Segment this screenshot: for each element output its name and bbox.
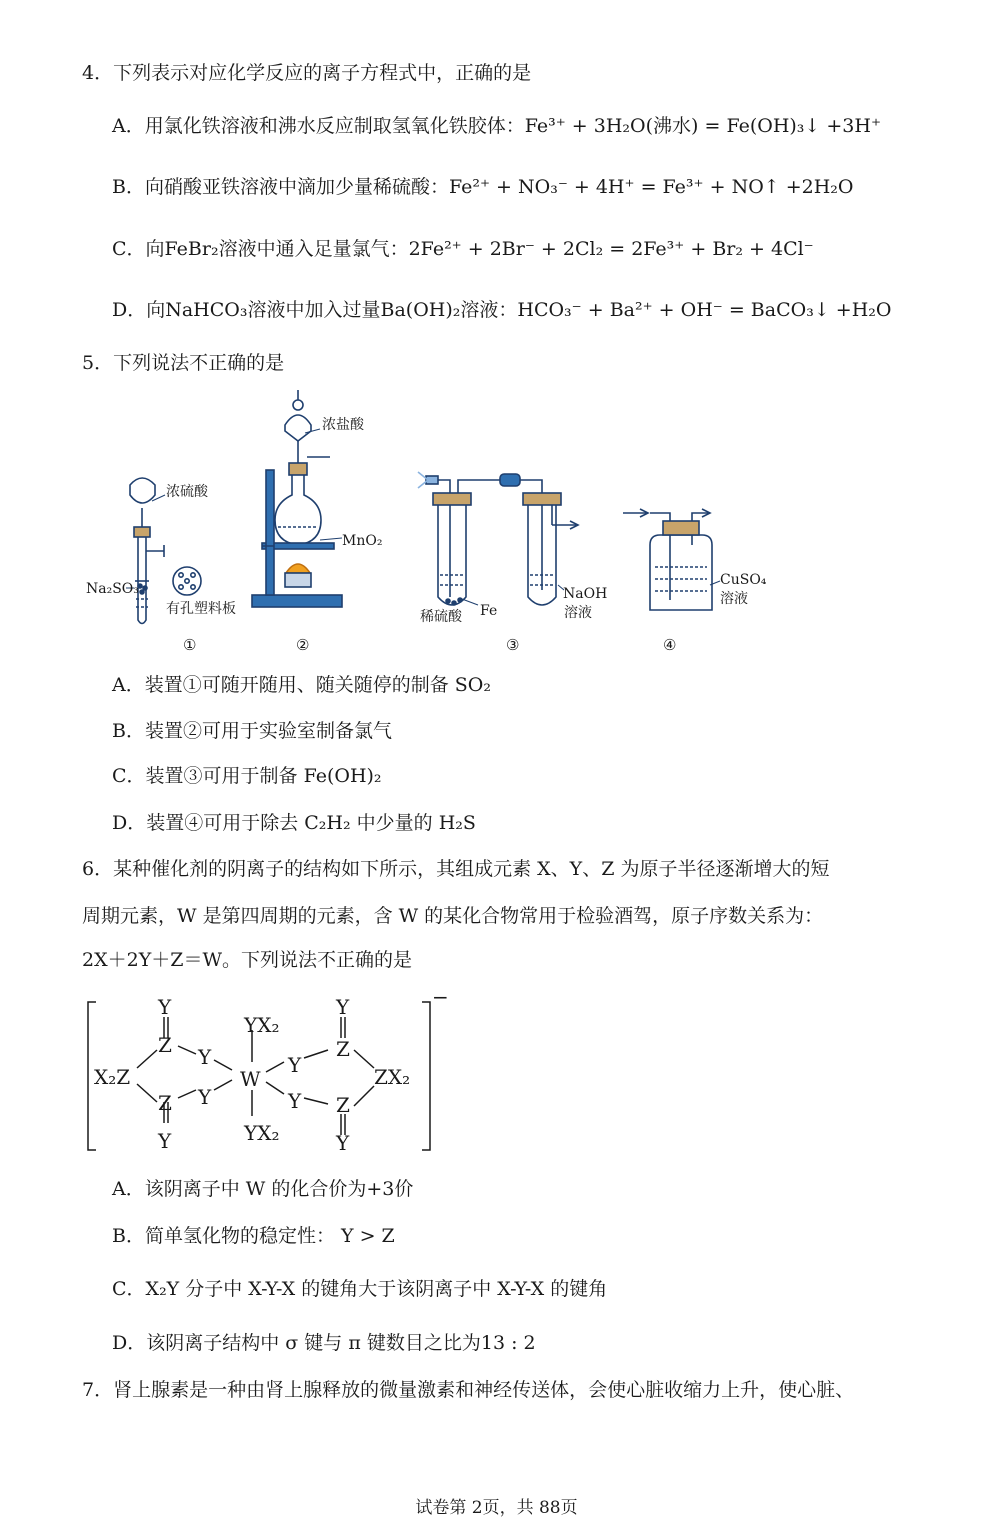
- atom-y-left-upper: Y: [198, 1045, 212, 1069]
- atom-y-top-right: Y: [336, 995, 350, 1019]
- question-7-stem: 7．肾上腺素是一种由肾上腺释放的微量激素和神经传送体，会使心脏收缩力上升，使心脏、: [82, 1379, 855, 1401]
- q4-option-b: [112, 174, 854, 200]
- label-dil-h2so4: 稀硫酸: [420, 609, 462, 625]
- q4-option-a-text: A．用氯化铁溶液和沸水反应制取氢氧化铁胶体：: [112, 115, 525, 137]
- atom-y-right-upper: Y: [288, 1053, 302, 1077]
- question-6-stem-line-2: 周期元素，W 是第四周期的元素，含 W 的某化合物常用于检验酒驾，原子序数关系为：: [82, 905, 824, 927]
- q5-option-c: C．装置③可用于制备 Fe(OH)₂: [112, 765, 382, 787]
- label-apparatus-4: ④: [663, 636, 677, 654]
- atom-y-bottom-right: Y: [336, 1131, 350, 1155]
- label-naoh: NaOH: [563, 586, 608, 602]
- q6-option-d: D．该阴离子结构中 σ 键与 π 键数目之比为13 : 2: [112, 1332, 536, 1354]
- label-fe: Fe: [480, 603, 498, 619]
- q4-option-b-text: B．向硝酸亚铁溶液中滴加少量稀硫酸：: [112, 176, 449, 198]
- q4-option-b-equation: Fe²⁺ + NO₃⁻ + 4H⁺ = Fe³⁺ + NO↑ +2H₂O: [448, 176, 854, 198]
- atom-y-right-lower: Y: [288, 1089, 302, 1113]
- q5-option-a: A．装置①可随开随用、随关随停的制备 SO₂: [112, 674, 491, 696]
- q4-option-c: [112, 236, 814, 262]
- atom-z-top-right: Z: [336, 1037, 350, 1061]
- q5-option-d: D．装置④可用于除去 C₂H₂ 中少量的 H₂S: [112, 812, 476, 834]
- label-apparatus-1: ①: [183, 636, 197, 654]
- q4-option-a-equation: Fe³⁺ + 3H₂O(沸水) = Fe(OH)₃↓ +3H⁺: [524, 115, 881, 137]
- atom-x2z: X₂Z: [94, 1065, 131, 1089]
- question-6-stem-line-3: 2X＋2Y＋Z＝W。下列说法不正确的是: [82, 949, 412, 971]
- label-apparatus-3: ③: [506, 636, 520, 654]
- atom-zx2: ZX₂: [374, 1065, 411, 1089]
- atom-w: W: [240, 1067, 261, 1091]
- label-conc-hcl: 浓盐酸: [322, 417, 364, 433]
- label-naoh-solution: 溶液: [564, 605, 592, 621]
- question-4-stem: 4．下列表示对应化学反应的离子方程式中，正确的是: [82, 62, 532, 84]
- q6-option-c: C．X₂Y 分子中 X-Y-X 的键角大于该阴离子中 X-Y-X 的键角: [112, 1278, 608, 1300]
- label-na2so3: Na₂SO₃: [86, 581, 139, 597]
- atom-y-top-left: Y: [158, 995, 172, 1019]
- apparatus-figure: [80, 385, 800, 660]
- question-5-stem: 5．下列说法不正确的是: [82, 352, 285, 374]
- label-apparatus-2: ②: [296, 636, 310, 654]
- atom-z-bottom-left: Z: [158, 1091, 172, 1115]
- q6-option-a: A．该阴离子中 W 的化合价为+3价: [112, 1178, 414, 1200]
- label-cuso4: CuSO₄: [720, 572, 767, 588]
- question-6-stem-line-1: 6．某种催化剂的阴离子的结构如下所示，其组成元素 X、Y、Z 为原子半径逐渐增大的短: [82, 858, 830, 880]
- label-mno2: MnO₂: [342, 533, 383, 549]
- atom-yx2-top: YX₂: [244, 1013, 280, 1037]
- label-plate: 有孔塑料板: [166, 601, 236, 617]
- anion-structure: [82, 990, 462, 1160]
- q4-option-c-equation: 2Fe²⁺ + 2Br⁻ + 2Cl₂ = 2Fe³⁺ + Br₂ + 4Cl⁻: [408, 238, 814, 260]
- q4-option-d-text: D．向NaHCO₃溶液中加入过量Ba(OH)₂溶液：: [112, 299, 518, 321]
- atom-y-bottom-left: Y: [158, 1129, 172, 1153]
- q4-option-d-equation: HCO₃⁻ + Ba²⁺ + OH⁻ = BaCO₃↓ +H₂O: [517, 299, 892, 321]
- atom-z-top-left: Z: [158, 1033, 172, 1057]
- atom-z-bottom-right: Z: [336, 1093, 350, 1117]
- q5-option-b: B．装置②可用于实验室制备氯气: [112, 720, 392, 742]
- atom-y-left-lower: Y: [198, 1085, 212, 1109]
- page-footer: 试卷第 2页，共 88页: [415, 1498, 578, 1518]
- q6-option-b: B．简单氢化物的稳定性： Y > Z: [112, 1225, 395, 1247]
- anion-charge: −: [432, 990, 449, 1009]
- label-cuso4-solution: 溶液: [720, 591, 748, 607]
- q4-option-d: [112, 297, 891, 323]
- q4-option-a: [112, 113, 881, 139]
- q4-option-c-text: C．向FeBr₂溶液中通入足量氯气：: [112, 238, 409, 260]
- label-conc-h2so4: 浓硫酸: [166, 484, 208, 500]
- atom-yx2-bottom: YX₂: [244, 1121, 280, 1145]
